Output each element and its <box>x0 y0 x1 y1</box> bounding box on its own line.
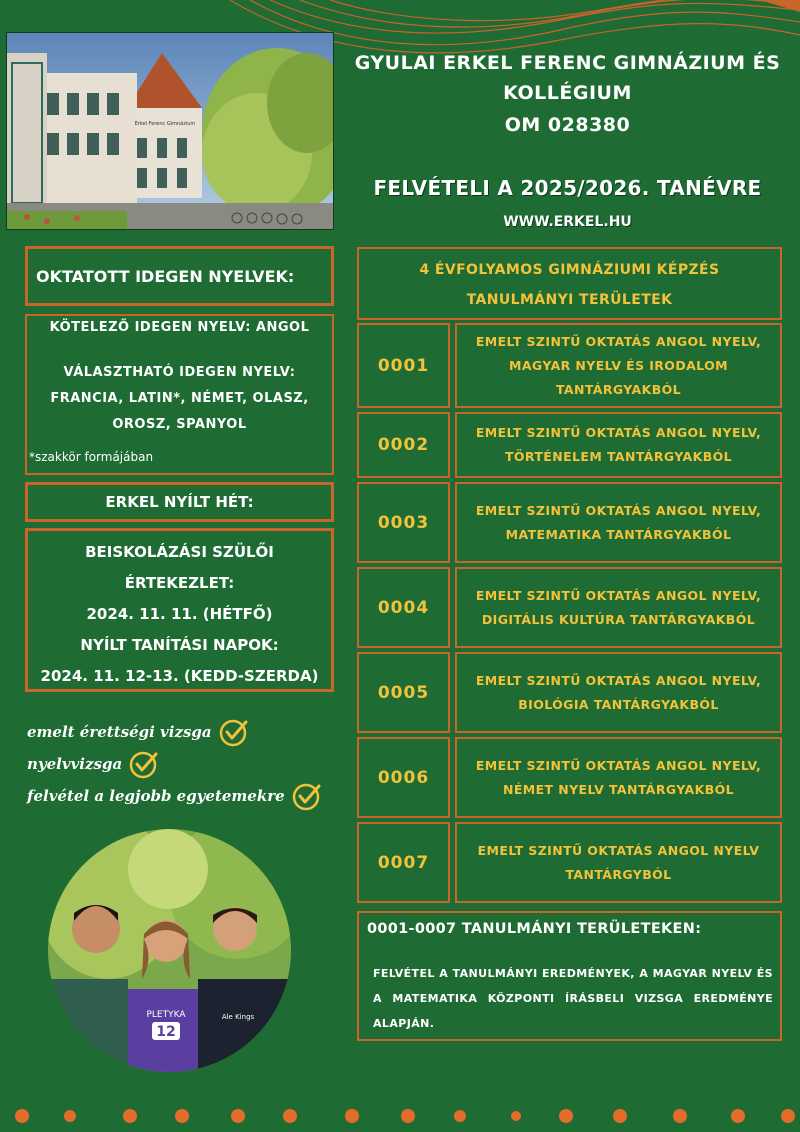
school-name: GYULAI ERKEL FERENC GIMNÁZIUM ÉS KOLLÉGIUM <box>354 52 781 104</box>
admission-info-title: 0001-0007 TANULMÁNYI TERÜLETEKEN: <box>367 921 702 937</box>
website-link[interactable]: WWW.ERKEL.HU <box>503 214 632 230</box>
area-code: 0006 <box>357 737 450 818</box>
area-description: EMELT SZINTŰ OKTATÁS ANGOL NYELV TANTÁRGYBÓL <box>455 822 782 903</box>
area-code: 0004 <box>357 567 450 648</box>
checklist-label: felvétel a legjobb egyetemekre <box>27 787 285 805</box>
area-description: EMELT SZINTŰ OKTATÁS ANGOL NYELV, DIGITÁLIS KULTÚRA TANTÁRGYAKBÓL <box>455 567 782 648</box>
languages-note: *szakkör formájában <box>29 450 154 464</box>
area-description: EMELT SZINTŰ OKTATÁS ANGOL NYELV, MATEMATIKA TANTÁRGYAKBÓL <box>455 482 782 563</box>
checklist-label: nyelvvizsga <box>27 755 123 773</box>
admission-info-box <box>357 911 782 1041</box>
checklist-item <box>27 780 323 812</box>
open-week-line: ÉRTEKEZLET: <box>124 574 235 592</box>
program-title: 4 ÉVFOLYAMOS GIMNÁZIUMI KÉPZÉS <box>419 262 720 278</box>
area-description: EMELT SZINTŰ OKTATÁS ANGOL NYELV, NÉMET NYELV TANTÁRGYAKBÓL <box>455 737 782 818</box>
open-week-title: ERKEL NYÍLT HÉT: <box>25 482 334 522</box>
area-code: 0002 <box>357 412 450 478</box>
area-description: EMELT SZINTŰ OKTATÁS ANGOL NYELV, TÖRTÉNELEM TANTÁRGYAKBÓL <box>455 412 782 478</box>
shirt-text-number: 12 <box>156 1024 176 1040</box>
checklist-item <box>27 716 250 748</box>
admission-info-text: FELVÉTEL A TANULMÁNYI EREDMÉNYEK, A MAGYAR NYELV ÉS A MATEMATIKA KÖZPONTI ÍRÁSBELI VIZSGA EREDMÉNYE ALAPJÁN. <box>373 967 773 1030</box>
program-subtitle: TANULMÁNYI TERÜLETEK <box>466 292 673 308</box>
school-building-photo <box>6 32 334 230</box>
students-photo <box>48 829 291 1072</box>
check-circle-icon <box>128 748 160 780</box>
languages-title: OKTATOTT IDEGEN NYELVEK: <box>25 246 334 306</box>
languages-box <box>25 314 334 475</box>
area-code: 0005 <box>357 652 450 733</box>
checklist-label: emelt érettségi vizsga <box>27 723 212 741</box>
area-code: 0001 <box>357 323 450 408</box>
check-circle-icon <box>218 716 250 748</box>
open-week-line: NYÍLT TANÍTÁSI NAPOK: <box>80 636 279 654</box>
program-header <box>357 247 782 320</box>
open-week-line: 2024. 11. 11. (HÉTFŐ) <box>86 605 273 623</box>
admission-title: FELVÉTELI A 2025/2026. TANÉVRE <box>373 176 762 200</box>
shirt-text-pletyka: PLETYKA <box>146 1010 186 1020</box>
area-code: 0003 <box>357 482 450 563</box>
optional-languages: VÁLASZTHATÓ IDEGEN NYELV: FRANCIA, LATIN*, NÉMET, OLASZ, OROSZ, SPANYOL <box>50 365 309 432</box>
svg-text:Erkel Ferenc Gimnázium: Erkel Ferenc Gimnázium <box>134 121 196 127</box>
checklist-item <box>27 748 160 780</box>
open-week-line: 2024. 11. 12-13. (KEDD-SZERDA) <box>40 667 319 685</box>
open-week-box <box>25 528 334 692</box>
shirt-text-aleking: Ale Kings <box>221 1013 255 1021</box>
check-circle-icon <box>291 780 323 812</box>
decorative-dots <box>0 1100 800 1132</box>
mandatory-language: KÖTELEZŐ IDEGEN NYELV: ANGOL <box>49 320 310 335</box>
om-number: OM 028380 <box>504 114 631 136</box>
area-description: EMELT SZINTŰ OKTATÁS ANGOL NYELV, MAGYAR NYELV ÉS IRODALOM TANTÁRGYAKBÓL <box>455 323 782 408</box>
area-code: 0007 <box>357 822 450 903</box>
open-week-line: BEISKOLÁZÁSI SZÜLŐI <box>85 543 274 561</box>
area-description: EMELT SZINTŰ OKTATÁS ANGOL NYELV, BIOLÓGIA TANTÁRGYAKBÓL <box>455 652 782 733</box>
